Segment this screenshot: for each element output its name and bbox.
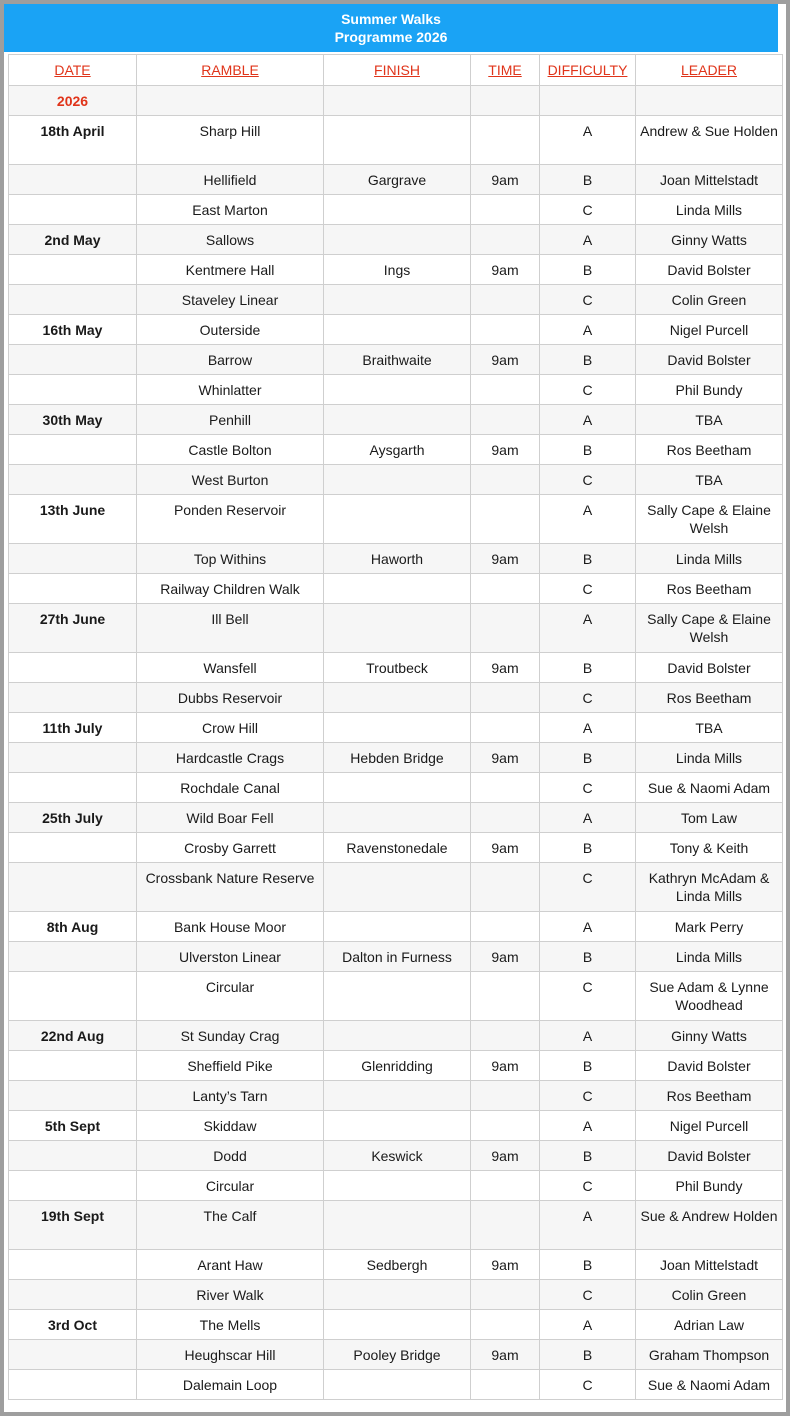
table-row [9, 743, 783, 773]
date-cell [9, 255, 137, 285]
time-cell [471, 285, 540, 315]
finish-cell [324, 1310, 471, 1340]
time-cell: 9am [471, 743, 540, 773]
table-row [9, 942, 783, 972]
table-row [9, 1310, 783, 1340]
header-date: DATE [9, 55, 137, 86]
ramble-cell: The Mells [137, 1310, 324, 1340]
date-cell: 13th June [9, 495, 137, 544]
finish-cell [324, 1111, 471, 1141]
difficulty-cell: B [540, 435, 636, 465]
ramble-cell: River Walk [137, 1280, 324, 1310]
date-cell: 30th May [9, 405, 137, 435]
finish-cell [324, 713, 471, 743]
finish-cell [324, 863, 471, 912]
finish-cell: Ings [324, 255, 471, 285]
ramble-cell: Rochdale Canal [137, 773, 324, 803]
time-cell [471, 495, 540, 544]
ramble-cell: Barrow [137, 345, 324, 375]
ramble-cell: Railway Children Walk [137, 574, 324, 604]
date-cell: 16th May [9, 315, 137, 345]
finish-cell: Sedbergh [324, 1250, 471, 1280]
year-cell: 2026 [9, 86, 137, 116]
difficulty-cell: C [540, 863, 636, 912]
time-cell: 9am [471, 165, 540, 195]
table-row [9, 1250, 783, 1280]
difficulty-cell: A [540, 1310, 636, 1340]
time-cell: 9am [471, 1051, 540, 1081]
ramble-cell: Bank House Moor [137, 912, 324, 942]
table-row [9, 1021, 783, 1051]
ramble-cell: Castle Bolton [137, 435, 324, 465]
date-cell [9, 773, 137, 803]
ramble-cell: Arant Haw [137, 1250, 324, 1280]
finish-cell: Keswick [324, 1141, 471, 1171]
leader-cell: David Bolster [636, 653, 783, 683]
difficulty-cell: A [540, 912, 636, 942]
date-cell [9, 1370, 137, 1400]
time-cell: 9am [471, 435, 540, 465]
ramble-cell: Sallows [137, 225, 324, 255]
leader-cell: David Bolster [636, 255, 783, 285]
finish-cell [324, 912, 471, 942]
walks-table [8, 54, 783, 1400]
table-row [9, 604, 783, 653]
ramble-cell: West Burton [137, 465, 324, 495]
ramble-cell: Kentmere Hall [137, 255, 324, 285]
leader-cell: David Bolster [636, 1141, 783, 1171]
leader-cell: Ros Beetham [636, 574, 783, 604]
date-cell [9, 683, 137, 713]
finish-cell [324, 683, 471, 713]
time-cell: 9am [471, 942, 540, 972]
date-cell [9, 833, 137, 863]
date-cell: 5th Sept [9, 1111, 137, 1141]
finish-cell [324, 375, 471, 405]
time-cell: 9am [471, 544, 540, 574]
ramble-cell: Hardcastle Crags [137, 743, 324, 773]
time-cell [471, 116, 540, 165]
leader-cell: David Bolster [636, 1051, 783, 1081]
table-row [9, 1340, 783, 1370]
finish-cell [324, 1081, 471, 1111]
table-row [9, 495, 783, 544]
date-cell: 22nd Aug [9, 1021, 137, 1051]
ramble-cell: Wild Boar Fell [137, 803, 324, 833]
date-cell: 18th April [9, 116, 137, 165]
leader-cell: Ginny Watts [636, 225, 783, 255]
date-cell [9, 285, 137, 315]
difficulty-cell: C [540, 1370, 636, 1400]
header-row [9, 55, 783, 86]
finish-cell: Ravenstonedale [324, 833, 471, 863]
difficulty-cell: A [540, 116, 636, 165]
date-cell [9, 435, 137, 465]
finish-cell: Braithwaite [324, 345, 471, 375]
date-cell [9, 1141, 137, 1171]
date-cell [9, 1051, 137, 1081]
ramble-cell: Skiddaw [137, 1111, 324, 1141]
ramble-cell: East Marton [137, 195, 324, 225]
date-cell: 11th July [9, 713, 137, 743]
difficulty-cell: B [540, 833, 636, 863]
date-cell [9, 653, 137, 683]
table-row [9, 165, 783, 195]
leader-cell: Joan Mittelstadt [636, 165, 783, 195]
table-row [9, 683, 783, 713]
date-cell [9, 375, 137, 405]
header-ramble: RAMBLE [137, 55, 324, 86]
time-cell: 9am [471, 255, 540, 285]
difficulty-cell: C [540, 683, 636, 713]
table-row [9, 345, 783, 375]
leader-cell: Joan Mittelstadt [636, 1250, 783, 1280]
finish-cell: Gargrave [324, 165, 471, 195]
ramble-cell: Outerside [137, 315, 324, 345]
leader-cell: Colin Green [636, 285, 783, 315]
table-row [9, 863, 783, 912]
title-line-1: Summer Walks [341, 11, 441, 27]
difficulty-cell: A [540, 1111, 636, 1141]
difficulty-cell: C [540, 285, 636, 315]
empty-cell [324, 86, 471, 116]
ramble-cell: Ulverston Linear [137, 942, 324, 972]
difficulty-cell: A [540, 1021, 636, 1051]
leader-cell: Adrian Law [636, 1310, 783, 1340]
finish-cell: Glenridding [324, 1051, 471, 1081]
time-cell [471, 375, 540, 405]
table-row [9, 405, 783, 435]
leader-cell: Linda Mills [636, 942, 783, 972]
time-cell [471, 195, 540, 225]
table-row [9, 544, 783, 574]
table-row [9, 116, 783, 165]
difficulty-cell: A [540, 803, 636, 833]
ramble-cell: Crossbank Nature Reserve [137, 863, 324, 912]
time-cell [471, 1021, 540, 1051]
date-cell [9, 1081, 137, 1111]
leader-cell: Andrew & Sue Holden [636, 116, 783, 165]
time-cell: 9am [471, 345, 540, 375]
ramble-cell: Heughscar Hill [137, 1340, 324, 1370]
table-row [9, 255, 783, 285]
time-cell [471, 1081, 540, 1111]
finish-cell: Troutbeck [324, 653, 471, 683]
finish-cell [324, 315, 471, 345]
time-cell [471, 803, 540, 833]
empty-cell [137, 86, 324, 116]
difficulty-cell: A [540, 405, 636, 435]
leader-cell: David Bolster [636, 345, 783, 375]
finish-cell: Haworth [324, 544, 471, 574]
header-time: TIME [471, 55, 540, 86]
leader-cell: Linda Mills [636, 544, 783, 574]
leader-cell: Ros Beetham [636, 435, 783, 465]
date-cell: 2nd May [9, 225, 137, 255]
table-row [9, 972, 783, 1021]
difficulty-cell: B [540, 1340, 636, 1370]
difficulty-cell: B [540, 255, 636, 285]
finish-cell [324, 405, 471, 435]
ramble-cell: Sharp Hill [137, 116, 324, 165]
table-row [9, 803, 783, 833]
time-cell [471, 225, 540, 255]
title-line-2: Programme 2026 [334, 29, 448, 45]
table-row [9, 833, 783, 863]
leader-cell: Nigel Purcell [636, 315, 783, 345]
time-cell: 9am [471, 833, 540, 863]
finish-cell [324, 574, 471, 604]
finish-cell [324, 604, 471, 653]
ramble-cell: Circular [137, 1171, 324, 1201]
date-cell [9, 465, 137, 495]
time-cell [471, 1280, 540, 1310]
finish-cell [324, 495, 471, 544]
table-row [9, 713, 783, 743]
ramble-cell: Wansfell [137, 653, 324, 683]
time-cell [471, 773, 540, 803]
year-row [9, 86, 783, 116]
date-cell: 25th July [9, 803, 137, 833]
finish-cell [324, 225, 471, 255]
date-cell [9, 165, 137, 195]
ramble-cell: The Calf [137, 1201, 324, 1250]
leader-cell: Linda Mills [636, 743, 783, 773]
time-cell: 9am [471, 1250, 540, 1280]
date-cell [9, 1280, 137, 1310]
ramble-cell: Ill Bell [137, 604, 324, 653]
table-row [9, 1111, 783, 1141]
ramble-cell: St Sunday Crag [137, 1021, 324, 1051]
date-cell [9, 544, 137, 574]
difficulty-cell: B [540, 544, 636, 574]
time-cell [471, 1171, 540, 1201]
ramble-cell: Lanty’s Tarn [137, 1081, 324, 1111]
finish-cell [324, 803, 471, 833]
date-cell [9, 863, 137, 912]
date-cell [9, 972, 137, 1021]
time-cell [471, 1201, 540, 1250]
ramble-cell: Sheffield Pike [137, 1051, 324, 1081]
time-cell [471, 972, 540, 1021]
table-row [9, 912, 783, 942]
empty-cell [471, 86, 540, 116]
time-cell [471, 604, 540, 653]
difficulty-cell: B [540, 1250, 636, 1280]
difficulty-cell: C [540, 375, 636, 405]
header-leader: LEADER [636, 55, 783, 86]
table-row [9, 315, 783, 345]
difficulty-cell: B [540, 743, 636, 773]
leader-cell: Sally Cape & Elaine Welsh [636, 604, 783, 653]
time-cell [471, 863, 540, 912]
difficulty-cell: B [540, 1051, 636, 1081]
time-cell [471, 713, 540, 743]
difficulty-cell: A [540, 604, 636, 653]
leader-cell: Sue & Naomi Adam [636, 1370, 783, 1400]
empty-cell [540, 86, 636, 116]
leader-cell: TBA [636, 713, 783, 743]
leader-cell: Kathryn McAdam & Linda Mills [636, 863, 783, 912]
time-cell: 9am [471, 653, 540, 683]
ramble-cell: Circular [137, 972, 324, 1021]
table-row [9, 1051, 783, 1081]
leader-cell: Tom Law [636, 803, 783, 833]
difficulty-cell: C [540, 972, 636, 1021]
table-row [9, 1370, 783, 1400]
table-row [9, 1141, 783, 1171]
table-row [9, 1171, 783, 1201]
table-row [9, 773, 783, 803]
table-row [9, 285, 783, 315]
difficulty-cell: B [540, 165, 636, 195]
leader-cell: Phil Bundy [636, 1171, 783, 1201]
time-cell [471, 315, 540, 345]
table-row [9, 653, 783, 683]
leader-cell: Colin Green [636, 1280, 783, 1310]
time-cell [471, 1310, 540, 1340]
finish-cell [324, 116, 471, 165]
difficulty-cell: A [540, 495, 636, 544]
finish-cell [324, 1370, 471, 1400]
difficulty-cell: B [540, 653, 636, 683]
time-cell [471, 405, 540, 435]
finish-cell [324, 1280, 471, 1310]
time-cell [471, 1111, 540, 1141]
empty-cell [636, 86, 783, 116]
leader-cell: Sue Adam & Lynne Woodhead [636, 972, 783, 1021]
ramble-cell: Crosby Garrett [137, 833, 324, 863]
finish-cell [324, 465, 471, 495]
date-cell [9, 1250, 137, 1280]
leader-cell: Linda Mills [636, 195, 783, 225]
table-row [9, 465, 783, 495]
date-cell: 8th Aug [9, 912, 137, 942]
difficulty-cell: B [540, 345, 636, 375]
date-cell: 27th June [9, 604, 137, 653]
table-row [9, 1201, 783, 1250]
leader-cell: Mark Perry [636, 912, 783, 942]
table-title [4, 4, 778, 52]
leader-cell: Tony & Keith [636, 833, 783, 863]
ramble-cell: Penhill [137, 405, 324, 435]
finish-cell: Aysgarth [324, 435, 471, 465]
leader-cell: Sally Cape & Elaine Welsh [636, 495, 783, 544]
ramble-cell: Crow Hill [137, 713, 324, 743]
finish-cell: Hebden Bridge [324, 743, 471, 773]
leader-cell: Ros Beetham [636, 683, 783, 713]
finish-cell [324, 972, 471, 1021]
finish-cell [324, 195, 471, 225]
time-cell [471, 683, 540, 713]
difficulty-cell: C [540, 773, 636, 803]
time-cell [471, 465, 540, 495]
difficulty-cell: A [540, 1201, 636, 1250]
finish-cell [324, 1021, 471, 1051]
leader-cell: Ginny Watts [636, 1021, 783, 1051]
leader-cell: Nigel Purcell [636, 1111, 783, 1141]
finish-cell [324, 773, 471, 803]
finish-cell [324, 1201, 471, 1250]
finish-cell [324, 285, 471, 315]
leader-cell: Ros Beetham [636, 1081, 783, 1111]
ramble-cell: Dalemain Loop [137, 1370, 324, 1400]
difficulty-cell: A [540, 315, 636, 345]
ramble-cell: Ponden Reservoir [137, 495, 324, 544]
difficulty-cell: A [540, 713, 636, 743]
date-cell: 19th Sept [9, 1201, 137, 1250]
finish-cell [324, 1171, 471, 1201]
leader-cell: TBA [636, 465, 783, 495]
date-cell [9, 942, 137, 972]
difficulty-cell: C [540, 574, 636, 604]
ramble-cell: Dodd [137, 1141, 324, 1171]
difficulty-cell: B [540, 942, 636, 972]
leader-cell: Sue & Naomi Adam [636, 773, 783, 803]
time-cell: 9am [471, 1340, 540, 1370]
header-difficulty: DIFFICULTY [540, 55, 636, 86]
table-row [9, 435, 783, 465]
date-cell [9, 345, 137, 375]
ramble-cell: Top Withins [137, 544, 324, 574]
time-cell [471, 574, 540, 604]
date-cell [9, 1340, 137, 1370]
table-row [9, 574, 783, 604]
difficulty-cell: A [540, 225, 636, 255]
leader-cell: TBA [636, 405, 783, 435]
leader-cell: Phil Bundy [636, 375, 783, 405]
difficulty-cell: C [540, 1171, 636, 1201]
difficulty-cell: C [540, 195, 636, 225]
leader-cell: Sue & Andrew Holden [636, 1201, 783, 1250]
ramble-cell: Dubbs Reservoir [137, 683, 324, 713]
difficulty-cell: C [540, 1280, 636, 1310]
time-cell [471, 912, 540, 942]
ramble-cell: Hellifield [137, 165, 324, 195]
header-finish: FINISH [324, 55, 471, 86]
difficulty-cell: C [540, 1081, 636, 1111]
date-cell [9, 743, 137, 773]
time-cell: 9am [471, 1141, 540, 1171]
time-cell [471, 1370, 540, 1400]
finish-cell: Pooley Bridge [324, 1340, 471, 1370]
difficulty-cell: B [540, 1141, 636, 1171]
difficulty-cell: C [540, 465, 636, 495]
date-cell [9, 195, 137, 225]
table-row [9, 375, 783, 405]
date-cell: 3rd Oct [9, 1310, 137, 1340]
ramble-cell: Staveley Linear [137, 285, 324, 315]
finish-cell: Dalton in Furness [324, 942, 471, 972]
table-row [9, 225, 783, 255]
date-cell [9, 1171, 137, 1201]
date-cell [9, 574, 137, 604]
ramble-cell: Whinlatter [137, 375, 324, 405]
table-row [9, 195, 783, 225]
table-row [9, 1280, 783, 1310]
table-row [9, 1081, 783, 1111]
leader-cell: Graham Thompson [636, 1340, 783, 1370]
